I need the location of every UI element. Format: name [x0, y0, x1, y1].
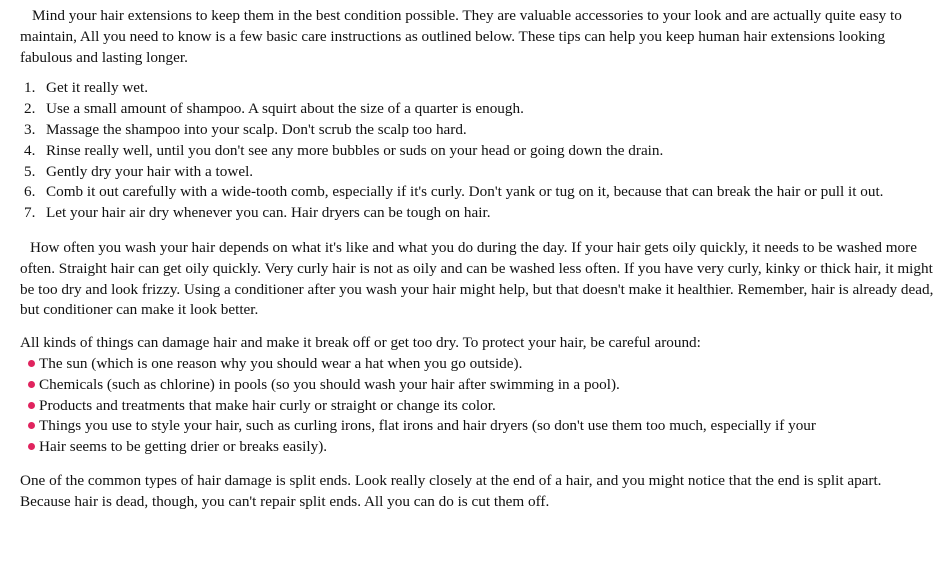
step-text: Use a small amount of shampoo. A squirt about the size of a quarter is enough. [46, 100, 524, 118]
step-number: 3. [24, 120, 36, 138]
step-number: 2. [24, 100, 36, 118]
bullet-item [20, 416, 934, 437]
bullet-text: Hair seems to be getting drier or breaks easily). [39, 438, 328, 456]
bullet-dot-icon [28, 422, 35, 429]
bullet-text: Chemicals (such as chlorine) in pools (so you should wash your hair after swimming in a pool). [39, 375, 620, 393]
damage-lead-text: All kinds of things can damage hair and make it break off or get too dry. To protect your hair, be careful around: [20, 334, 701, 352]
step-item [24, 78, 934, 99]
bullet-text: Products and treatments that make hair curly or straight or change its color. [39, 396, 496, 414]
bullet-item [20, 354, 934, 375]
step-number: 5. [24, 162, 36, 180]
step-text: Let your hair air dry whenever you can. Hair dryers can be tough on hair. [46, 204, 491, 222]
step-number: 7. [24, 204, 36, 222]
step-text: Massage the shampoo into your scalp. Don't scrub the scalp too hard. [46, 120, 467, 138]
bullet-dot-icon [28, 381, 35, 388]
bullet-item [20, 375, 934, 396]
step-item [24, 162, 934, 183]
step-number: 1. [24, 79, 36, 97]
step-text: Get it really wet. [46, 79, 149, 97]
bullet-text: Things you use to style your hair, such as curling irons, flat irons and hair dryers (so don't use them too much, especially if your [39, 417, 816, 435]
step-item [24, 141, 934, 162]
step-number: 4. [24, 141, 36, 159]
intro-paragraph: Mind your hair extensions to keep them in the best condition possible. They are valuable accessories to your look and are actually quite easy to maintain, All you need to know is a few basic care instructions as outlined below. These tips can help you keep human hair extensions looking fabulous and lasting longer. [20, 7, 902, 66]
step-text: Rinse really well, until you don't see any more bubbles or suds on your head or going down the drain. [46, 141, 664, 159]
step-text: Comb it out carefully with a wide-tooth comb, especially if it's curly. Don't yank or tug on it, because that can break the hair or pull it out. [46, 183, 884, 201]
bullet-dot-icon [28, 443, 35, 450]
step-text: Gently dry your hair with a towel. [46, 162, 254, 180]
hair-care-steps-list [20, 78, 934, 224]
step-item [24, 99, 934, 120]
step-item [24, 182, 934, 203]
damage-causes-list [20, 354, 934, 458]
split-ends-paragraph: One of the common types of hair damage is split ends. Look really closely at the end of a hair, and you might notice that the end is split apart. Because hair is dead, though, you can't repair split ends. All you can do is cut them off. [20, 471, 882, 510]
step-item [24, 203, 934, 224]
bullet-item [20, 437, 934, 458]
bullet-text: The sun (which is one reason why you should wear a hat when you go outside). [39, 354, 523, 372]
washing-frequency-paragraph: How often you wash your hair depends on what it's like and what you do during the day. If your hair gets oily quickly, it needs to be washed more often. Straight hair can get oily quickly. Very curly hair is not as oily and can be washed less often. If you have very curly, kinky or thick hair, it might be too dry and look frizzy. Using a conditioner after you wash your hair might help, but that doesn't make it healthier. Remember, hair is already dead, but conditioner can make it look better. [20, 238, 934, 319]
bullet-dot-icon [28, 402, 35, 409]
step-item [24, 120, 934, 141]
bullet-item [20, 396, 934, 417]
bullet-dot-icon [28, 360, 35, 367]
step-number: 6. [24, 183, 36, 201]
